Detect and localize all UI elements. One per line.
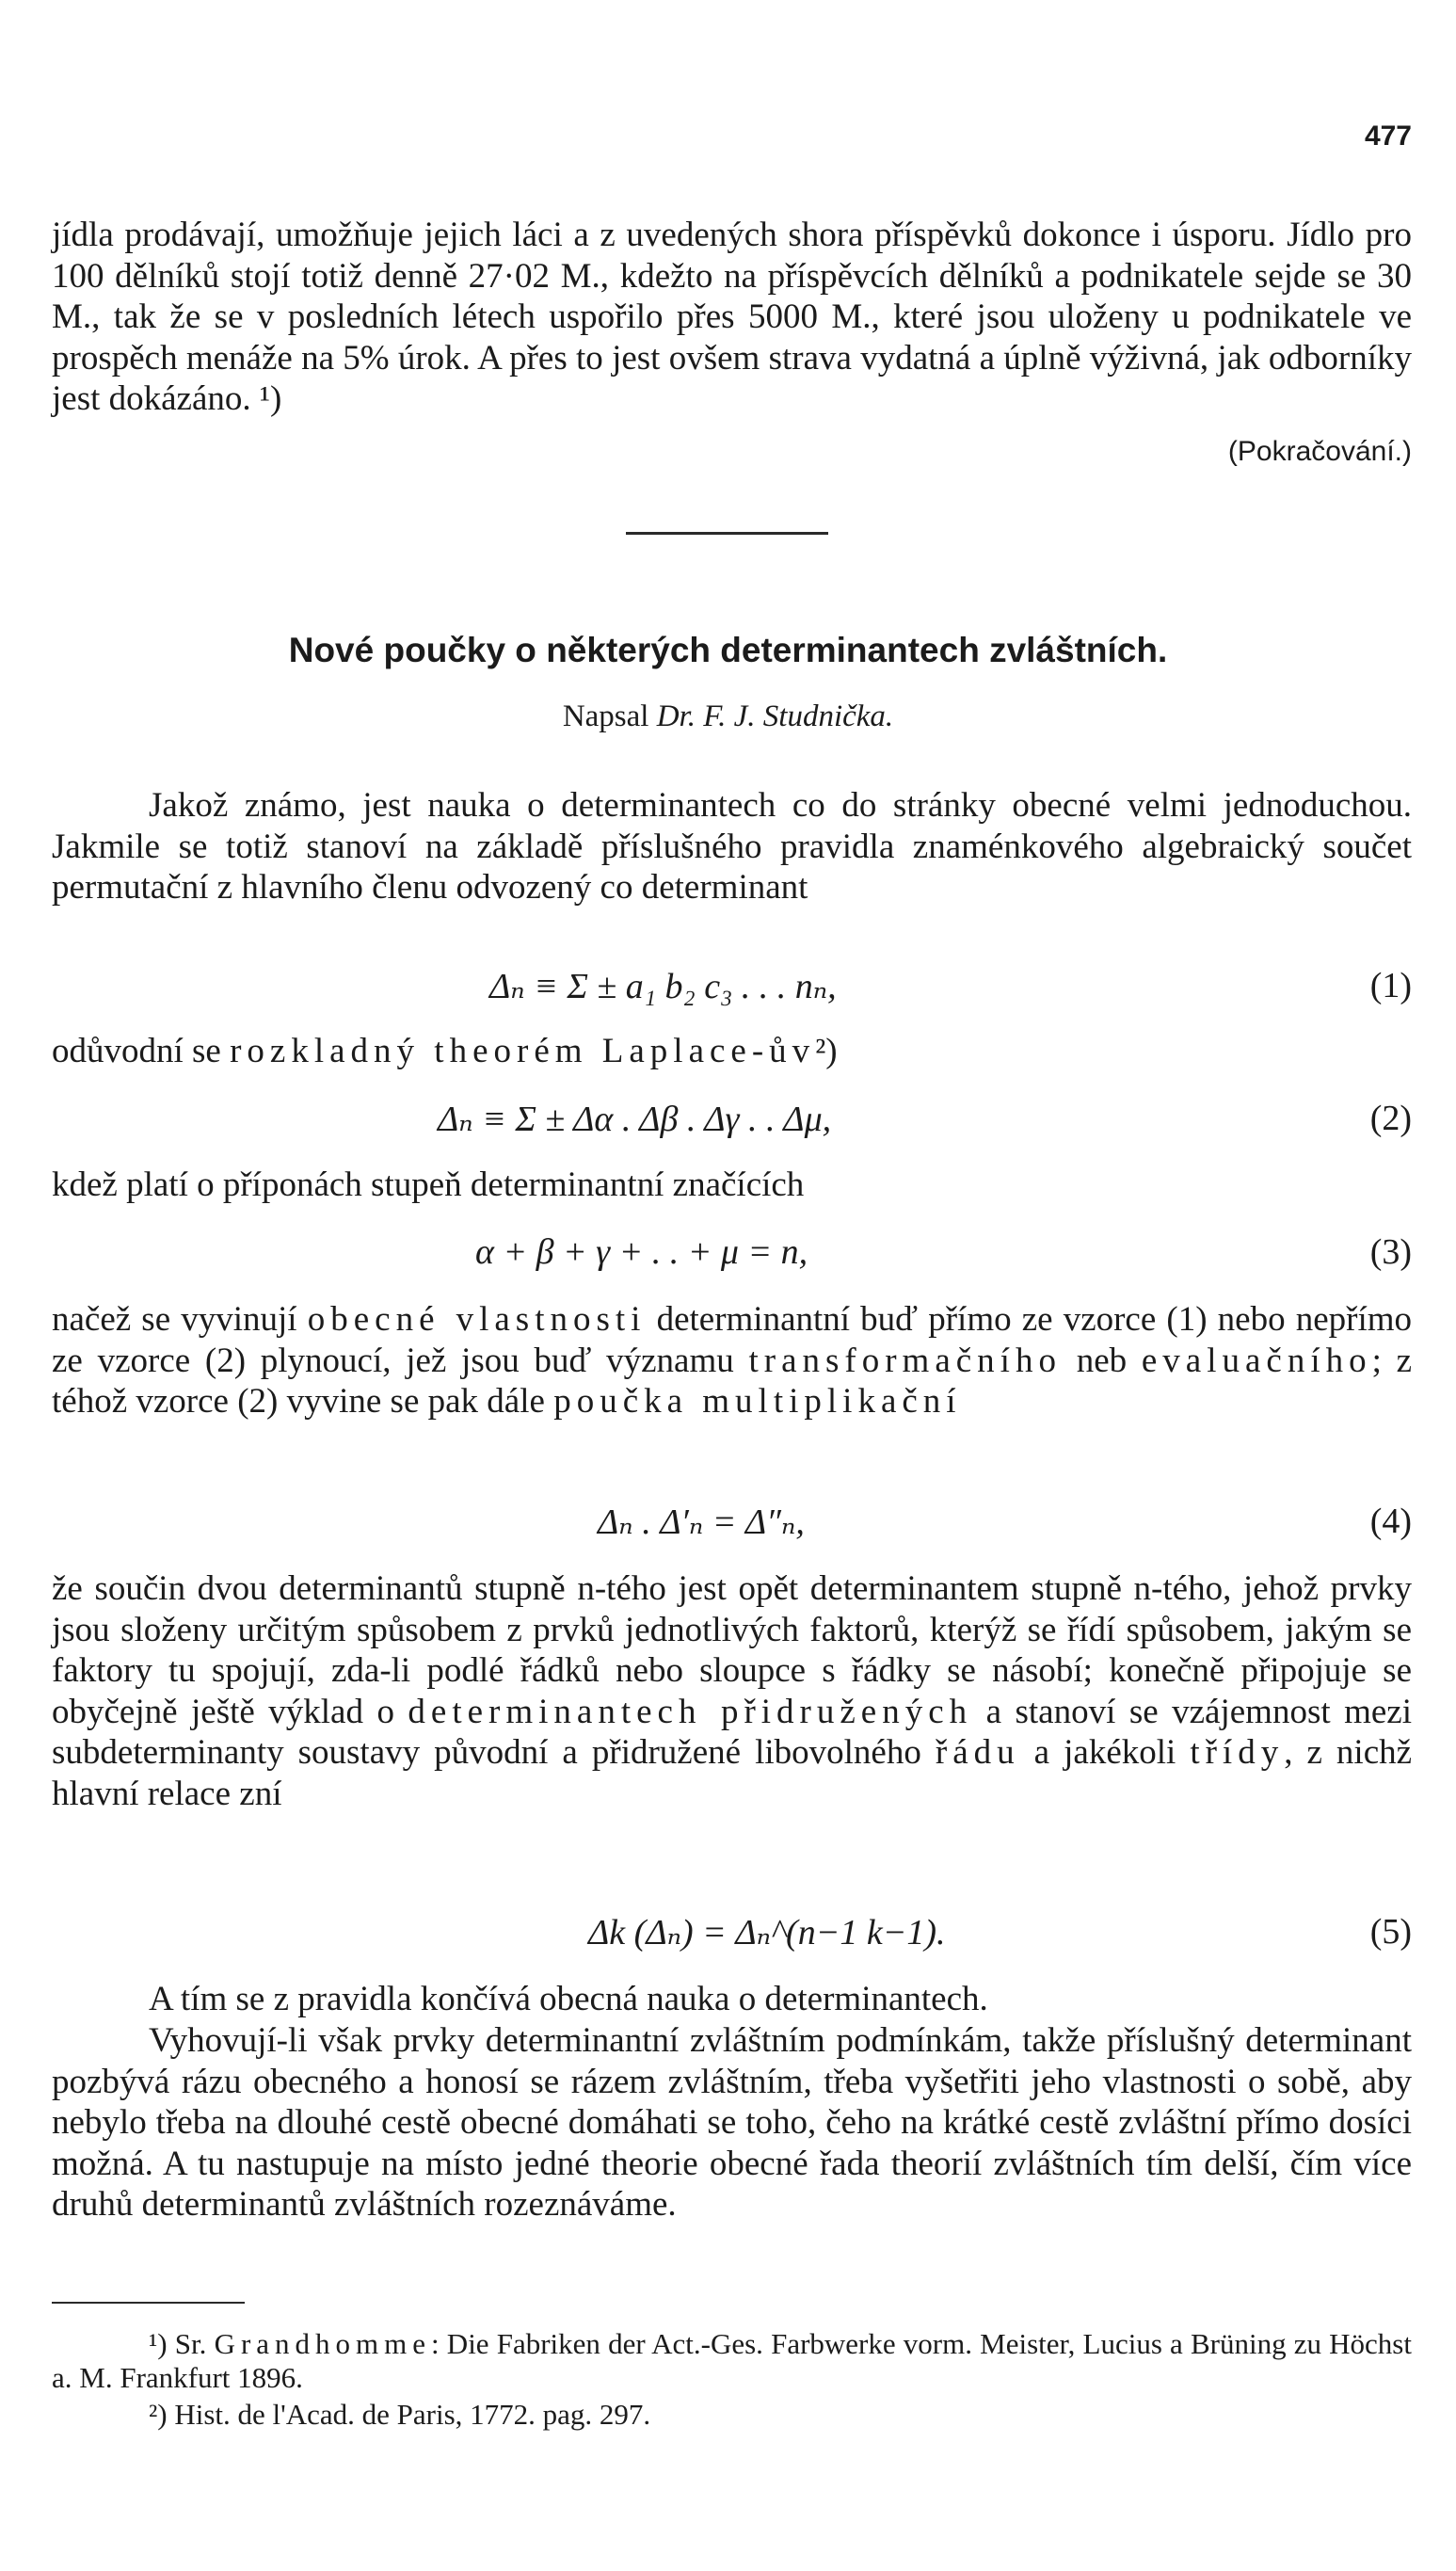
laplace-footnote-ref: ²) <box>815 1032 838 1070</box>
product-spaced-3: třídy <box>1190 1733 1285 1772</box>
author-prefix: Napsal <box>562 699 649 733</box>
paragraph-properties <box>52 1299 1412 1422</box>
product-text-d: , z nichž hlavní relace zní <box>52 1733 1413 1813</box>
equation-5-formula: Δk (Δₙ) = Δₙ^(n−1 k−1). <box>588 1913 946 1952</box>
paragraph-conclusion: A tím se z pravidla končívá obecná nauka o determinantech. <box>149 1980 988 2018</box>
equation-2-number: (2) <box>1369 1099 1412 1138</box>
laplace-theorem-spaced: rozkladný theorém Laplace-ův <box>230 1032 816 1070</box>
properties-spaced-4: poučka multiplikační <box>553 1382 962 1421</box>
equation-1 <box>52 965 1412 1014</box>
laplace-text-a: odůvodní se <box>52 1032 221 1070</box>
footnote-1-spaced: Grandhomme <box>214 2327 432 2360</box>
equation-3-formula: α + β + γ + . . + μ = n, <box>475 1232 808 1272</box>
article-author <box>0 699 1456 734</box>
page-number: 477 <box>1364 121 1412 152</box>
equation-3 <box>52 1231 1412 1280</box>
product-spaced-1: determinantech přidružených <box>408 1692 973 1731</box>
article-title: Nové poučky o některých determinantech zvláštních. <box>288 631 1168 669</box>
section-divider <box>626 532 828 535</box>
equation-5 <box>52 1911 1412 1960</box>
equation-3-number: (3) <box>1369 1232 1412 1272</box>
footnote-divider <box>52 2302 245 2304</box>
footnote-2: ²) Hist. de l'Acad. de Paris, 1772. pag. 297. <box>149 2398 651 2431</box>
properties-spaced-1: obecné vlastnosti <box>307 1300 647 1339</box>
footnote-1 <box>52 2327 1412 2395</box>
paragraph-suffixes: kdež platí o příponách stupeň determinantní značících <box>52 1165 805 1204</box>
equation-2 <box>52 1098 1412 1147</box>
equation-4 <box>52 1501 1412 1550</box>
paragraph-product <box>52 1568 1412 1814</box>
product-text-b: a stanoví se vzájemnost mezi subdeterminanty soustavy původní a přidružené libovolného <box>52 1692 1412 1772</box>
product-text-a: že součin dvou determinantů stupně n-tého jest opět determinantem stupně n-tého, jehož prvky jsou složeny určitým spůsobem z prvků jednotlivých faktorů, kterýž se řídí spůsobem, jakým se faktory tu spojují, zda-li podlé řádků nebo sloupce s řádky se násobí; konečně připojuje se obyčejně ještě výklad o <box>52 1569 1412 1731</box>
properties-spaced-3: evaluačního <box>1141 1341 1372 1380</box>
paragraph-special: Vyhovují-li však prvky determinantní zvláštním podmínkám, takže příslušný determinant pozbývá rázu obecného a honosí se rázem zvláštním, třeba vyšetřiti jeho vlastnosti o sobě, aby nebylo třeba na dlouhé cestě obecné domáhati se toho, čeho na krátké cestě zvláštní přímo dosíci možná. A tu nastupuje na místo jedné theorie obecné řada theorií zvláštních tím delší, čím více druhů determinantů zvláštních rozeznáváme. <box>52 2021 1412 2224</box>
properties-text-d: ; z téhož vzorce (2) vyvine se pak dále <box>52 1341 1413 1421</box>
paragraph-intro: Jakož známo, jest nauka o determinantech co do stránky obecné velmi jednoduchou. Jakmile se totiž stanoví na základě příslušného pravidla znaménkového algebraický součet permutační z hlavního členu odvozený co determinant <box>52 786 1412 907</box>
continued-note: (Pokračování.) <box>1227 436 1412 467</box>
equation-4-number: (4) <box>1369 1502 1412 1541</box>
equation-5-number: (5) <box>1369 1912 1412 1952</box>
properties-text-a: načež se vyvinují <box>52 1300 297 1339</box>
properties-spaced-2: transformačního <box>748 1341 1062 1380</box>
paragraph-laplace <box>52 1031 1412 1072</box>
product-spaced-2: řádu <box>935 1733 1020 1772</box>
equation-2-formula: Δₙ ≡ Σ ± Δα . Δβ . Δγ . . Δμ, <box>438 1100 832 1139</box>
equation-4-formula: Δₙ . Δ′ₙ = Δ″ₙ, <box>598 1502 805 1542</box>
properties-text-b: determinantní buď přímo ze vzorce (1) nebo nepřímo ze vzorce (2) plynoucí, jež jsou buď významu <box>52 1300 1413 1380</box>
previous-article-paragraph: jídla prodávají, umožňuje jejich láci a z uvedených shora příspěvků dokonce i úsporu. Jídlo pro 100 dělníků stojí totiž denně 27·02 M., kdežto na příspěvcích dělníků a podnikatele sejde se 30 M., tak že se v posledních létech uspořilo přes 5000 M., které jsou uloženy u podnikatele ve prospěch menáže na 5% úrok. A přes to jest ovšem strava vydatná a úplně výživná, jak odborníky jest dokázáno. ¹) <box>52 216 1412 418</box>
equation-1-formula: Δₙ ≡ Σ ± a₁ b₂ c₃ . . . nₙ, <box>489 967 837 1006</box>
footnote-1-marker: ¹) Sr. <box>149 2327 207 2360</box>
properties-text-c: neb <box>1076 1341 1128 1380</box>
equation-1-number: (1) <box>1369 966 1412 1005</box>
product-text-c: a jakékoli <box>1033 1733 1176 1772</box>
footnote-1-text: : Die Fabriken der Act.-Ges. Farbwerke vorm. Meister, Lucius a Brüning zu Höchst a. M. Frankfurt 1896. <box>52 2327 1412 2394</box>
author-name: Dr. F. J. Studnička. <box>656 699 894 733</box>
